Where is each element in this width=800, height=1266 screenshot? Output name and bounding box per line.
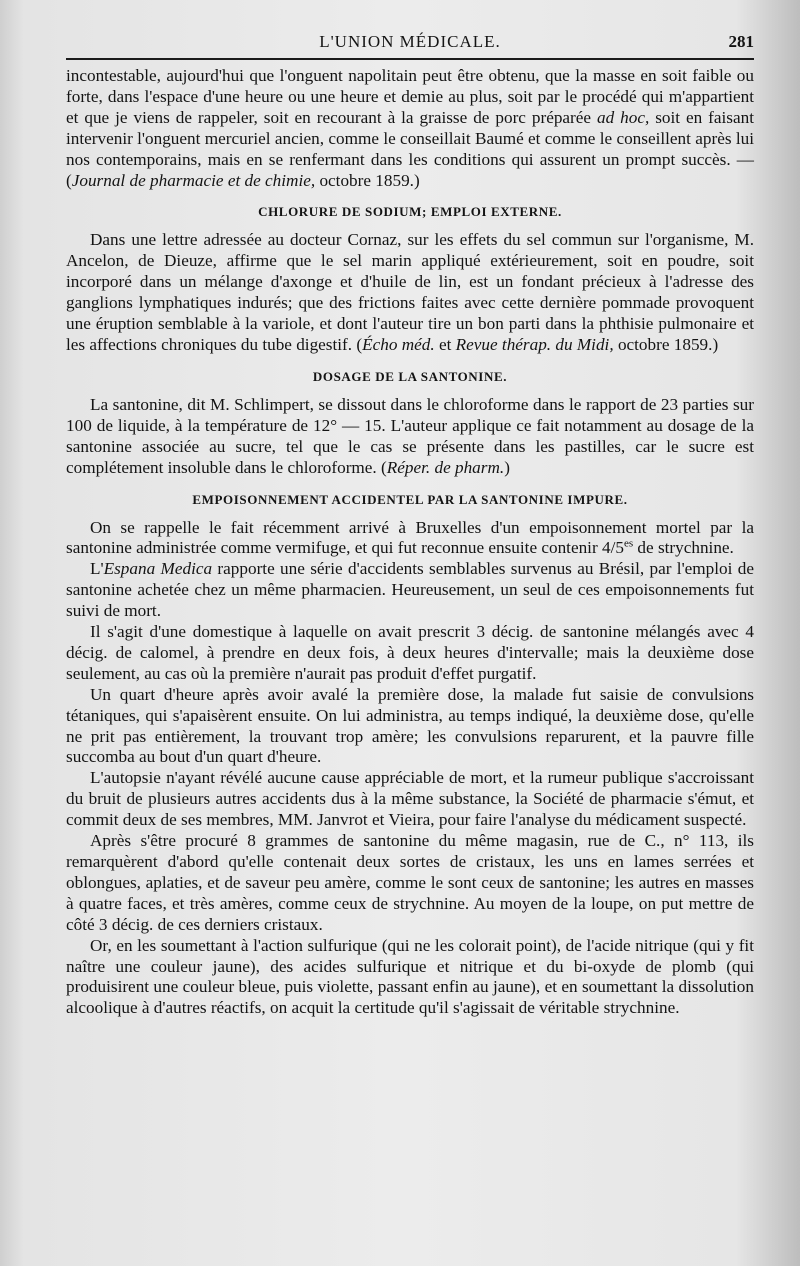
empoisonnement-paragraph-3: Il s'agit d'une domestique à laquelle on avait prescrit 3 décig. de santonine mélangés avec 4 décig. de calomel, à prendre en deux fois, à deux heures d'intervalle; mais la deuxième dose seulement, au cas où la première n'aurait pas produit d'effet purgatif. bbox=[66, 622, 754, 683]
chlorure-citation-date: octobre 1859.) bbox=[613, 334, 719, 354]
header-rule bbox=[66, 58, 754, 60]
empoisonnement-paragraph-1 bbox=[66, 518, 754, 560]
running-head bbox=[66, 0, 754, 58]
page-number: 281 bbox=[728, 32, 754, 51]
dosage-citation: Réper. de pharm. bbox=[386, 457, 505, 477]
empoisonnement-paragraph-7: Or, en les soumettant à l'action sulfurique (qui ne les colorait point), de l'acide nitrique (qui y fit naître une couleur jaune), des acides sulfurique et nitrique et du bi-oxyde de plomb (qui produisirent une couleur bleue, puis violette, passant enfin au jaune), et en soumettant la dissolution alcoolique à d'autres réactifs, on acquit la certitude qu'il s'agissait de véritable strychnine. bbox=[66, 935, 754, 1018]
intro-citation: Journal de pharmacie et de chimie, bbox=[71, 170, 316, 190]
running-title: L'UNION MÉDICALE. bbox=[319, 32, 501, 51]
p1-text: On se rappelle le fait récemment arrivé à Bruxelles d'un empoisonnement mortel par la santonine administrée comme vermifuge, et qui fut reconnue ensuite contenir 4/5 bbox=[66, 517, 754, 558]
chlorure-text: Dans une lettre adressée au docteur Cornaz, sur les effets du sel commun sur l'organisme, M. Ancelon, de Dieuze, affirme que le sel marin appliqué extérieurement, soit en poudre, soit incorporé dans un mélange d'axonge et d'huile de lin, est un fondant précieux à l'adresse des ganglions lymphatiques indurés; que des frictions faites avec cette dernière pommade provoquent une éruption semblable à la variole, et dont l'auteur tire un bon parti dans la phthisie pulmonaire et les affections chroniques du tube digestif. ( bbox=[66, 230, 754, 354]
p2-rest: rapporte une série d'accidents semblables survenus au Brésil, par l'emploi de santonine achetée chez un même pharmacien. Heureusement, un seul de ces empoisonnements fut suivi de mort. bbox=[66, 559, 754, 621]
chlorure-citation-and: et bbox=[434, 334, 456, 354]
chlorure-citation-echo: Écho méd. bbox=[362, 334, 435, 354]
intro-text: incontestable, aujourd'hui que l'onguent napolitain peut être obtenu, que la masse en soit faible ou forte, dans l'espace d'une heure ou une heure et demie au plus, soit par le procédé qui m'appartient et que je viens de rappeler, soit en recourant à la graisse de porc préparée bbox=[66, 66, 754, 127]
dosage-citation-close: ) bbox=[504, 457, 510, 477]
empoisonnement-paragraph-5: L'autopsie n'ayant révélé aucune cause appréciable de mort, et la rumeur publique s'accroissant du bruit de plusieurs autres accidents dus à la même substance, la Société de pharmacie s'émut, et commit deux de ses membres, MM. Janvrot et Vieira, pour faire l'analyse du médicament suspecté. bbox=[66, 768, 754, 830]
intro-text-continued: soit en faisant intervenir l'onguent mercuriel ancien, comme le conseillait Baumé et comme le conseillent après lui nos contemporains, mais en se renfermant dans les conditions qui assurent un prompt succès. — ( bbox=[66, 107, 754, 190]
chlorure-paragraph bbox=[66, 230, 754, 355]
intro-paragraph bbox=[66, 66, 754, 191]
p1-superscript: es bbox=[623, 537, 634, 550]
ad-hoc-phrase: ad hoc, bbox=[596, 107, 650, 127]
section-title-chlorure: CHLORURE DE SODIUM; EMPLOI EXTERNE. bbox=[258, 204, 562, 220]
chlorure-citation-revue: Revue thérap. du Midi, bbox=[455, 334, 614, 354]
dosage-text: La santonine, dit M. Schlimpert, se dissout dans le chloroforme dans le rapport de 23 parties sur 100 de liquide, à la température de 12° — 15. L'auteur applique ce fait notamment au dosage de la santonine associée au sucre, tel que le cas se présente dans les pastilles, car le sucre est complétement insoluble dans le chloroforme. ( bbox=[66, 394, 754, 477]
p2-lead: L' bbox=[90, 559, 104, 579]
intro-citation-date: octobre 1859.) bbox=[315, 170, 420, 190]
empoisonnement-paragraph-2 bbox=[66, 559, 754, 622]
p1-end: de strychnine. bbox=[633, 538, 734, 558]
section-title-dosage: DOSAGE DE LA SANTONINE. bbox=[312, 368, 508, 384]
empoisonnement-paragraph-6: Après s'être procuré 8 grammes de santonine du même magasin, rue de C., n° 113, ils remarquèrent d'abord qu'elle contenait deux sortes de cristaux, les uns en lames serrées et oblongues, aplaties, et de saveur peu amère, comme le sont ceux de santonine; les autres en masses à quatre faces, et très amères, comme ceux de strychnine. Au moyen de la loupe, on put mettre de côté 3 décig. de ces derniers cristaux. bbox=[66, 831, 754, 934]
section-title-empoisonnement: EMPOISONNEMENT ACCIDENTEL PAR LA SANTONINE IMPURE. bbox=[192, 491, 628, 507]
dosage-paragraph bbox=[66, 395, 754, 479]
espana-medica-journal: Espana Medica bbox=[103, 559, 213, 579]
empoisonnement-paragraph-4: Un quart d'heure après avoir avalé la première dose, la malade fut saisie de convulsions tétaniques, qui s'apaisèrent ensuite. On lui administra, au temps indiqué, la deuxième dose, qu'elle ne prit pas entièrement, la trouvant trop amère; les convulsions reparurent, et la pauvre fille succomba au bout d'un quart d'heure. bbox=[66, 684, 754, 767]
